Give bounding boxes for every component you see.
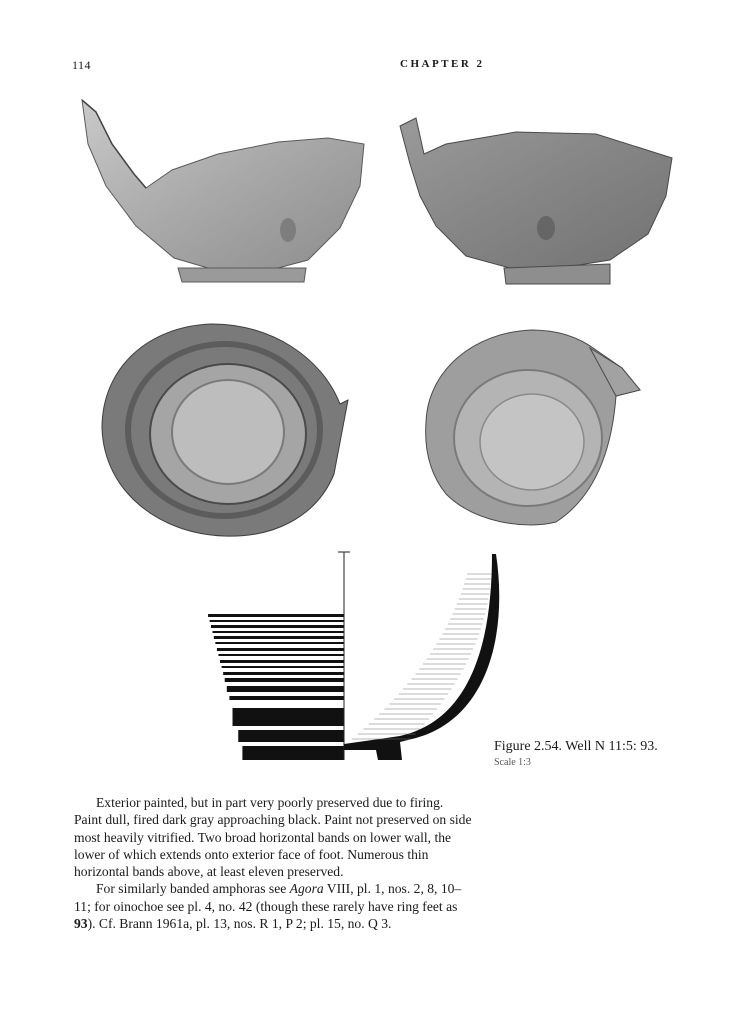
body-text (74, 794, 474, 932)
bowl-photo-interior (420, 326, 646, 530)
paragraph-comparanda: For similarly banded amphoras see Agora VIII, pl. 1, nos. 2, 8, 10–11; for oinochoe see pl. 4, no. 42 (though these rarely have ring feet as 93). Cf. Brann 1961a, pl. 13, nos. R 1, P 2; pl. 15, no. Q 3. (74, 881, 462, 932)
paragraph-description: Exterior painted, but in part very poorly preserved due to firing. Paint dull, fired dark gray approaching black. Paint not preserved on side most heavily vitrified. Two broad horizontal bands on lower wall, the lower of which extends onto exterior face of foot. Numerous thin horizontal bands above, at least eleven preserved. (74, 795, 472, 880)
figure-caption-title: Figure 2.54. Well N 11:5: 93. (494, 739, 658, 754)
agora-title: Agora (289, 881, 324, 897)
bowl-photo-foot-underside (96, 322, 352, 542)
page-number: 114 (72, 58, 92, 72)
figure-caption-scale: Scale 1:3 (494, 757, 531, 768)
running-head: CHAPTER 2 (400, 58, 485, 70)
catalogue-number: 93 (74, 916, 88, 932)
bowl-profile-drawing (196, 544, 516, 775)
bowl-photo-side-left (78, 96, 370, 288)
bowl-photo-side-right (396, 116, 678, 290)
figure-caption (494, 739, 658, 768)
